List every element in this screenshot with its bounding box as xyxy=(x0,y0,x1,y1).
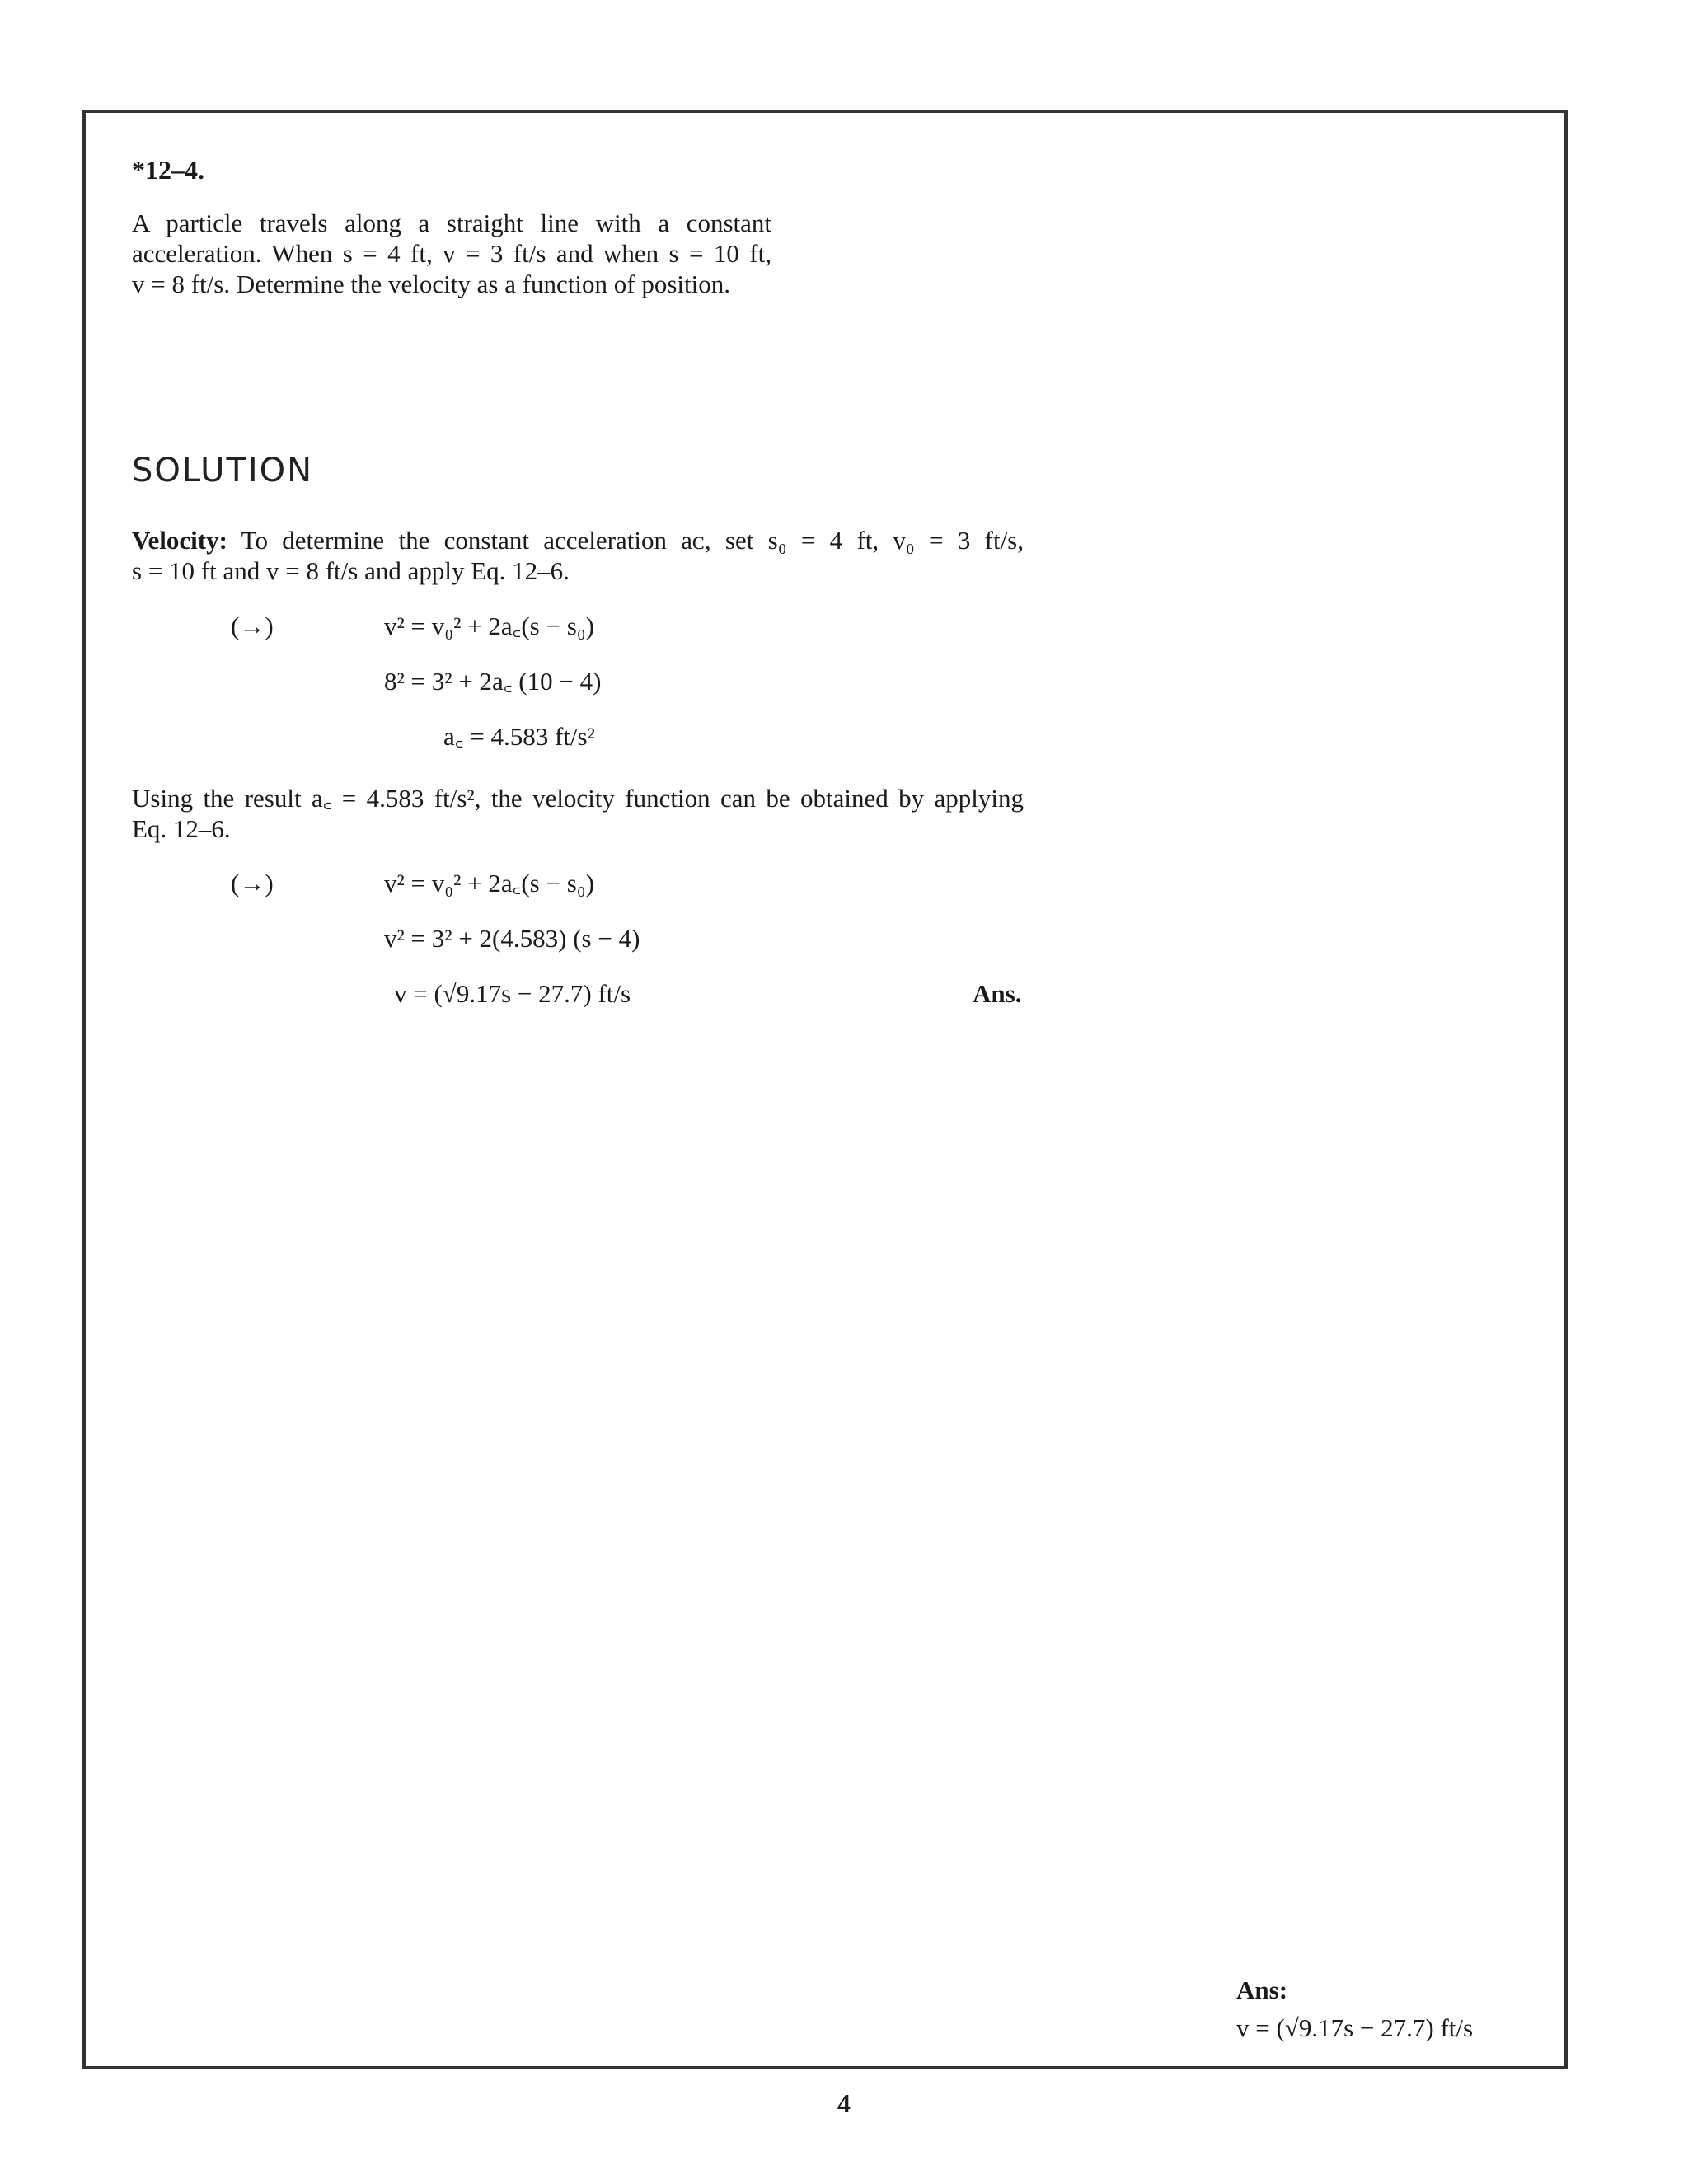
problem-line: v = 8 ft/s. Determine the velocity as a function of position. xyxy=(132,269,731,298)
problem-statement xyxy=(132,208,771,299)
problem-line: acceleration. When s = 4 ft, v = 3 ft/s and when s = 10 ft, xyxy=(132,239,771,268)
velocity-line xyxy=(132,525,1024,555)
equation-line: 8² = 3² + 2a꜀ (10 − 4) xyxy=(384,667,602,696)
direction-symbol: (→) xyxy=(231,869,274,898)
ans-inline-label: Ans. xyxy=(973,979,1022,1008)
problem-line: A particle travels along a straight line with a constant xyxy=(132,209,771,237)
answer-label: Ans: xyxy=(1236,1975,1288,2004)
solution-title: SOLUTION xyxy=(132,452,314,490)
velocity-line-text: To determine the constant acceleration aᴄ, set s₀ = 4 ft, v₀ = 3 ft/s, xyxy=(227,526,1024,555)
result-line: Using the result a꜀ = 4.583 ft/s², the velocity function can be obtained by applying xyxy=(132,784,1024,813)
equation-line: v = (√9.17s − 27.7) ft/s xyxy=(394,979,631,1008)
result-line-2: Eq. 12–6. xyxy=(132,814,231,843)
velocity-line-2: s = 10 ft and v = 8 ft/s and apply Eq. 12–6. xyxy=(132,556,570,585)
result-paragraph xyxy=(132,783,1024,844)
direction-symbol: (→) xyxy=(231,612,274,640)
answer-value: v = (√9.17s − 27.7) ft/s xyxy=(1236,2013,1474,2042)
direction-indicator xyxy=(231,611,274,641)
page-number: 4 xyxy=(837,2088,851,2118)
equation-line: v² = 3² + 2(4.583) (s − 4) xyxy=(384,924,640,953)
equation-line: v² = v₀² + 2a꜀(s − s₀) xyxy=(384,869,594,898)
direction-indicator xyxy=(231,868,274,898)
problem-number: *12–4. xyxy=(132,155,204,185)
equation-line: v² = v₀² + 2a꜀(s − s₀) xyxy=(384,612,594,640)
page-frame xyxy=(82,110,1568,2069)
equation-line: a꜀ = 4.583 ft/s² xyxy=(443,722,595,751)
velocity-label: Velocity: xyxy=(132,526,227,555)
velocity-paragraph xyxy=(132,525,1024,586)
